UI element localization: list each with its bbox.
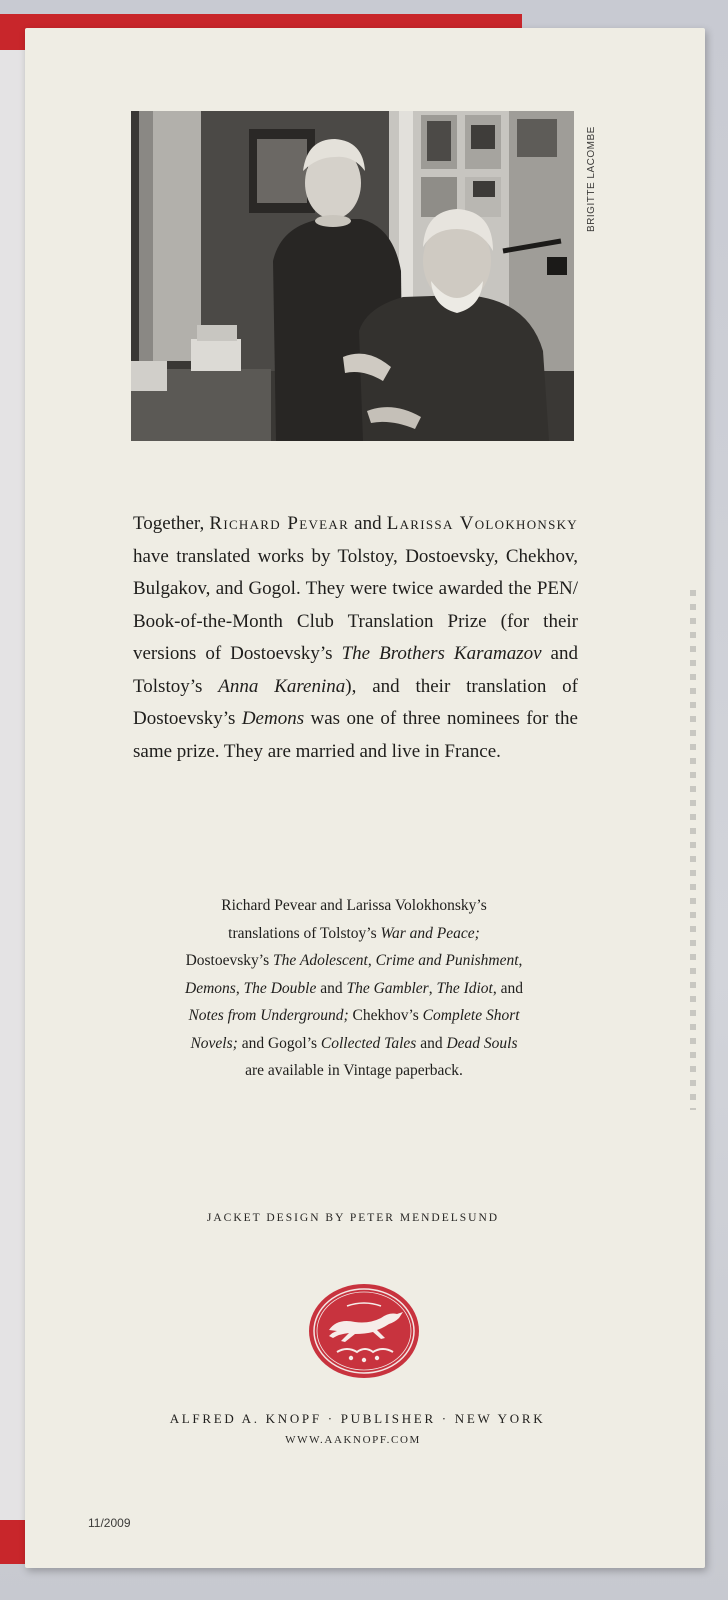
list-text: , <box>367 952 376 969</box>
list-text: , <box>428 979 437 997</box>
bio-text: and Tolstoy’s <box>133 643 578 697</box>
book-title: The Gambler <box>346 979 429 997</box>
book-title: Anna Karenina <box>218 675 346 697</box>
translator-name-2: Larissa Volokhonsky <box>386 513 578 534</box>
photo-credit <box>586 108 600 238</box>
book-title: Dead Souls <box>446 1034 518 1052</box>
list-line: Richard Pevear and Larissa Volokhonsky’s <box>221 897 487 914</box>
book-title: Demons <box>241 708 305 729</box>
list-text: translations of Tolstoy’s <box>228 924 381 942</box>
list-text: and <box>416 1034 447 1052</box>
available-titles <box>128 892 580 1085</box>
author-photo <box>131 111 574 441</box>
list-text: and <box>316 979 347 997</box>
translator-bio <box>133 508 578 768</box>
list-line: are available in Vintage paperback. <box>245 1062 463 1079</box>
list-text: , <box>235 979 244 997</box>
book-title: The Brothers Karamazov <box>341 643 542 664</box>
book-title: Collected Tales <box>320 1034 417 1052</box>
list-text: Chekhov’s <box>348 1007 423 1024</box>
book-title: The Idiot <box>436 979 493 997</box>
book-title: War and Peace; <box>380 924 480 942</box>
bio-text: Together, <box>133 513 210 534</box>
publisher-line: ALFRED A. KNOPF · PUBLISHER · NEW YORK <box>169 1411 546 1426</box>
book-title: Novels; <box>190 1034 238 1052</box>
photo-credit-text: BRIGITTE LACOMBE <box>586 126 597 232</box>
bio-text: ), and their translation of Dostoevsky’s <box>133 675 579 729</box>
book-title: Notes from Underground; <box>188 1007 349 1024</box>
book-title: Demons <box>185 979 236 997</box>
book-title: Crime and Punishment <box>375 952 519 969</box>
spine-edge <box>690 590 696 1110</box>
list-text: , and <box>492 979 523 997</box>
list-text: Dostoevsky’s <box>185 952 273 969</box>
book-title: The Adolescent <box>273 952 368 969</box>
book-title: Complete Short <box>422 1007 520 1024</box>
borzoi-dog-icon <box>307 1282 421 1380</box>
bio-text: and <box>349 513 387 534</box>
publisher-website: WWW.AAKNOPF.COM <box>285 1434 421 1446</box>
list-text: , <box>518 952 523 969</box>
translator-name-1: Richard Pevear <box>209 513 350 534</box>
list-text: and Gogol’s <box>237 1034 321 1052</box>
bio-text: have translated works by Tolstoy, Dostoevsky, Chekhov, Bulgakov, and Gogol. They were twice awarded the PEN/ Book-of-the-Month Club Translation Prize (for their versions of Dostoevsky’s <box>133 545 578 664</box>
jacket-design-credit: JACKET DESIGN BY PETER MENDELSUND <box>206 1212 500 1224</box>
print-date-code: 11/2009 <box>88 1516 131 1530</box>
bio-text: was one of three nominees for the same prize. They are married and live in France. <box>133 708 578 762</box>
book-title: The Double <box>243 979 317 997</box>
